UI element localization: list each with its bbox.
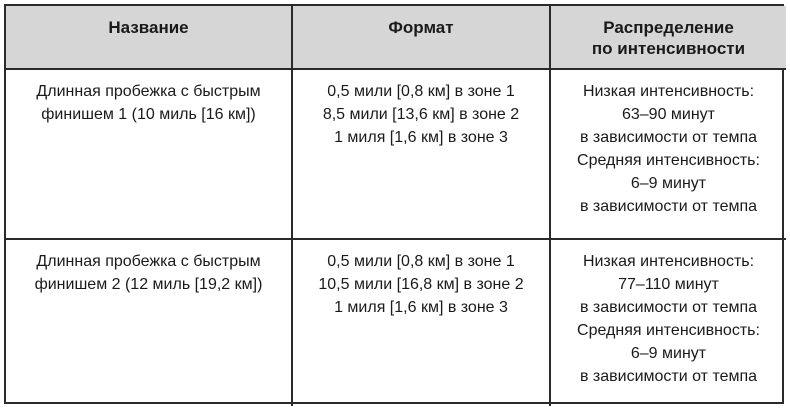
table-header-row xyxy=(6,6,786,69)
table-row xyxy=(6,69,786,239)
header-intensity-distribution: Распределение по интенсивности xyxy=(550,6,786,69)
workout-table-container xyxy=(4,4,784,404)
cell-format: 0,5 мили [0,8 км] в зоне 1 10,5 мили [16,8 км] в зоне 2 1 миля [1,6 км] в зоне 3 xyxy=(292,239,550,406)
cell-distribution: Низкая интенсивность: 63–90 минут в зависимости от темпа Средняя интенсивность: 6–9 минут в зависимости от темпа xyxy=(550,69,786,239)
cell-format: 0,5 мили [0,8 км] в зоне 1 8,5 мили [13,6 км] в зоне 2 1 миля [1,6 км] в зоне 3 xyxy=(292,69,550,239)
cell-distribution: Низкая интенсивность: 77–110 минут в зависимости от темпа Средняя интенсивность: 6–9 минут в зависимости от темпа xyxy=(550,239,786,406)
header-name: Название xyxy=(6,6,292,69)
workout-table xyxy=(6,6,786,406)
cell-name: Длинная пробежка с быстрым финишем 2 (12 миль [19,2 км]) xyxy=(6,239,292,406)
cell-name: Длинная пробежка с быстрым финишем 1 (10 миль [16 км]) xyxy=(6,69,292,239)
table-row xyxy=(6,239,786,406)
header-format: Формат xyxy=(292,6,550,69)
